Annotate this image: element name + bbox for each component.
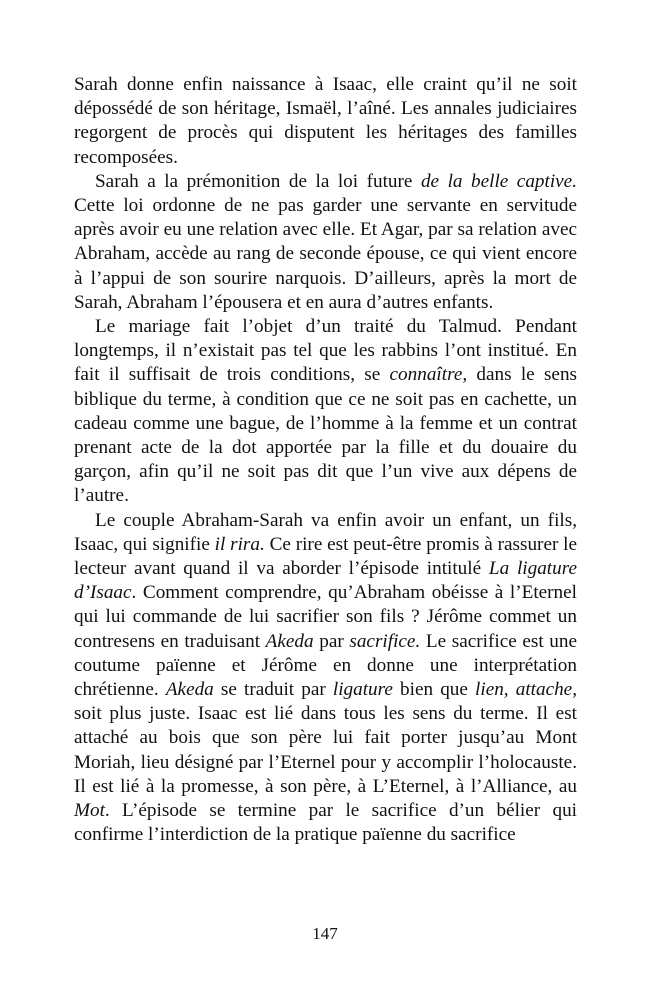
- paragraph-text: Sarah a la prémonition de la loi future: [95, 170, 421, 192]
- italic-phrase: Mot: [74, 800, 105, 822]
- paragraph-text: . Comment comprendre, qu’Abraham obéisse à l’Eternel qui lui commande de lui sacrifier son fils ? Jérôme commet un contresens en traduisant: [74, 582, 577, 652]
- paragraph-1: [74, 73, 577, 170]
- paragraph-text: par: [313, 630, 350, 652]
- paragraph-text: Le couple Abraham-Sarah va enfin avoir un enfant, un fils, Isaac, qui signifie: [74, 509, 577, 555]
- paragraph-text: Cette loi ordonne de ne pas garder une servante en servitude après avoir eu une relation avec elle. Et Agar, par sa relation avec Abraham, accède au rang de seconde épouse, ce qui vient encore à l’appui de son sourire narquois. D’ailleurs, après la mort de Sarah, Abraham l’épousera et en aura d’autres enfants.: [74, 195, 577, 313]
- italic-phrase: lien, attache,: [475, 679, 577, 701]
- page-body: [74, 73, 577, 848]
- paragraph-4: [74, 509, 577, 848]
- page-number: 147: [312, 924, 338, 943]
- italic-phrase: Akeda: [165, 679, 214, 701]
- italic-phrase: de la belle captive.: [420, 170, 577, 192]
- paragraph-text: . L’épisode se termine par le sacrifice d’un bélier qui confirme l’interdiction de la pratique païenne du sacrifice: [74, 800, 577, 846]
- italic-phrase: sacrifice.: [349, 630, 421, 652]
- paragraph-text: Le mariage fait l’objet d’un traité du Talmud. Pendant longtemps, il n’existait pas tel que les rabbins l’ont institué. En fait il suffisait de trois conditions, se: [74, 316, 577, 386]
- paragraph-text: Sarah donne enfin naissance à Isaac, elle craint qu’il ne soit dépossédé de son héritage, Ismaël, l’aîné. Les annales judiciaires regorgent de procès qui disputent les héritages des familles recomposées.: [74, 74, 577, 168]
- italic-phrase: ligature: [332, 679, 393, 701]
- italic-phrase: connaître,: [389, 364, 468, 386]
- italic-phrase: La ligature d’Isaac: [74, 558, 577, 604]
- paragraph-text: Le sacrifice est une coutume païenne et Jérôme en donne une interprétation chrétienne.: [74, 630, 577, 701]
- paragraph-text: se traduit par: [213, 679, 333, 701]
- paragraph-text: soit plus juste. Isaac est lié dans tous les sens du terme. Il est attaché au bois que son père lui fait porter jusqu’au Mont Moriah, lieu désigné par l’Eternel pour y accomplir l’holocauste. Il est lié à la promesse, à son père, à L’Eternel, à l’Alliance, au: [74, 703, 577, 797]
- italic-phrase: Akeda: [265, 630, 314, 652]
- paragraph-text: dans le sens biblique du terme, à condition que ce ne soit pas en cachette, un cadeau comme une bague, de l’homme à la femme et un contrat prenant acte de la dot apportée par la fille et du douaire du garçon, afin qu’il ne soit pas dit que l’un vive aux dépens de l’autre.: [74, 364, 577, 507]
- paragraph-text: Ce rire est peut-être promis à rassurer le lecteur avant quand il va aborder l’épisode intitulé: [74, 533, 577, 580]
- paragraph-2: [74, 170, 577, 315]
- italic-phrase: il rira.: [214, 533, 265, 555]
- paragraph-3: [74, 315, 577, 509]
- paragraph-text: bien que: [392, 679, 476, 701]
